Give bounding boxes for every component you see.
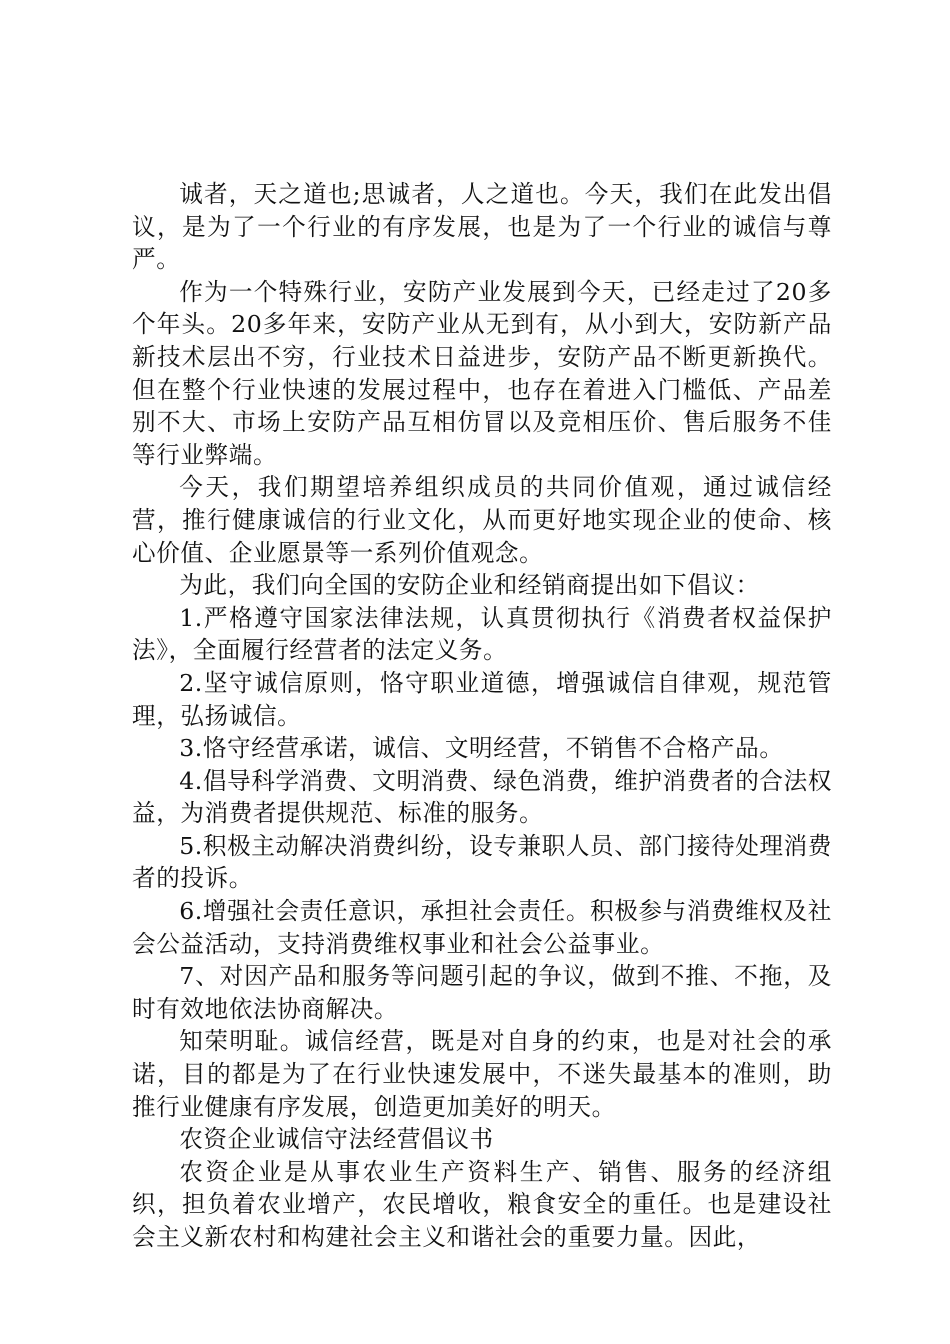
- section-title: 农资企业诚信守法经营倡议书: [179, 1125, 494, 1154]
- proposal-item-3: 3.恪守经营承诺，诚信、文明经营，不销售不合格产品。: [179, 734, 784, 763]
- proposal-item-1: 1.严格遵守国家法律法规，认真贯彻执行《消费者权益保护法》，全面履行经营者的法定义务。: [132, 603, 832, 665]
- paragraph-proposal-intro: 为此，我们向全国的安防企业和经销商提出如下倡议：: [179, 571, 760, 600]
- paragraph-values: 今天，我们期望培养组织成员的共同价值观，通过诚信经营，推行健康诚信的行业文化，从而更好地实现企业的使命、核心价值、企业愿景等一系列价值观念。: [132, 473, 832, 567]
- proposal-item-7: 7、对因产品和服务等问题引起的争议，做到不推、不拖，及时有效地依法协商解决。: [132, 962, 832, 1023]
- paragraph-agri-intro: 农资企业是从事农业生产资料生产、销售、服务的经济组织，担负着农业增产，农民增收，粮食安全的重任。也是建设社会主义新农村和构建社会主义和谐社会的重要力量。因此，: [132, 1157, 832, 1251]
- proposal-item-6: 6.增强社会责任意识，承担社会责任。积极参与消费维权及社会公益活动，支持消费维权事业和社会公益事业。: [132, 897, 832, 958]
- paragraph-opening: 诚者，天之道也;思诚者，人之道也。今天，我们在此发出倡议，是为了一个行业的有序发展，也是为了一个行业的诚信与尊严。: [132, 180, 832, 274]
- document-page: [132, 178, 832, 1254]
- proposal-item-5: 5.积极主动解决消费纠纷，设专兼职人员、部门接待处理消费者的投诉。: [132, 831, 832, 893]
- paragraph-conclusion: 知荣明耻。诚信经营，既是对自身的约束，也是对社会的承诺，目的都是为了在行业快速发展中，不迷失最基本的准则，助推行业健康有序发展，创造更加美好的明天。: [132, 1027, 832, 1121]
- proposal-item-2: 2.坚守诚信原则，恪守职业道德，增强诚信自律观，规范管理，弘扬诚信。: [132, 668, 832, 730]
- proposal-item-4: 4.倡导科学消费、文明消费、绿色消费，维护消费者的合法权益，为消费者提供规范、标准的服务。: [132, 766, 832, 828]
- paragraph-industry-background: 作为一个特殊行业，安防产业发展到今天，已经走过了20多个年头。20多年来，安防产业从无到有，从小到大，安防新产品新技术层出不穷，行业技术日益进步，安防产品不断更新换代。但在整个行业快速的发展过程中，也存在着进入门槛低、产品差别不大、市场上安防产品互相仿冒以及竞相压价、售后服务不佳等行业弊端。: [132, 277, 832, 469]
